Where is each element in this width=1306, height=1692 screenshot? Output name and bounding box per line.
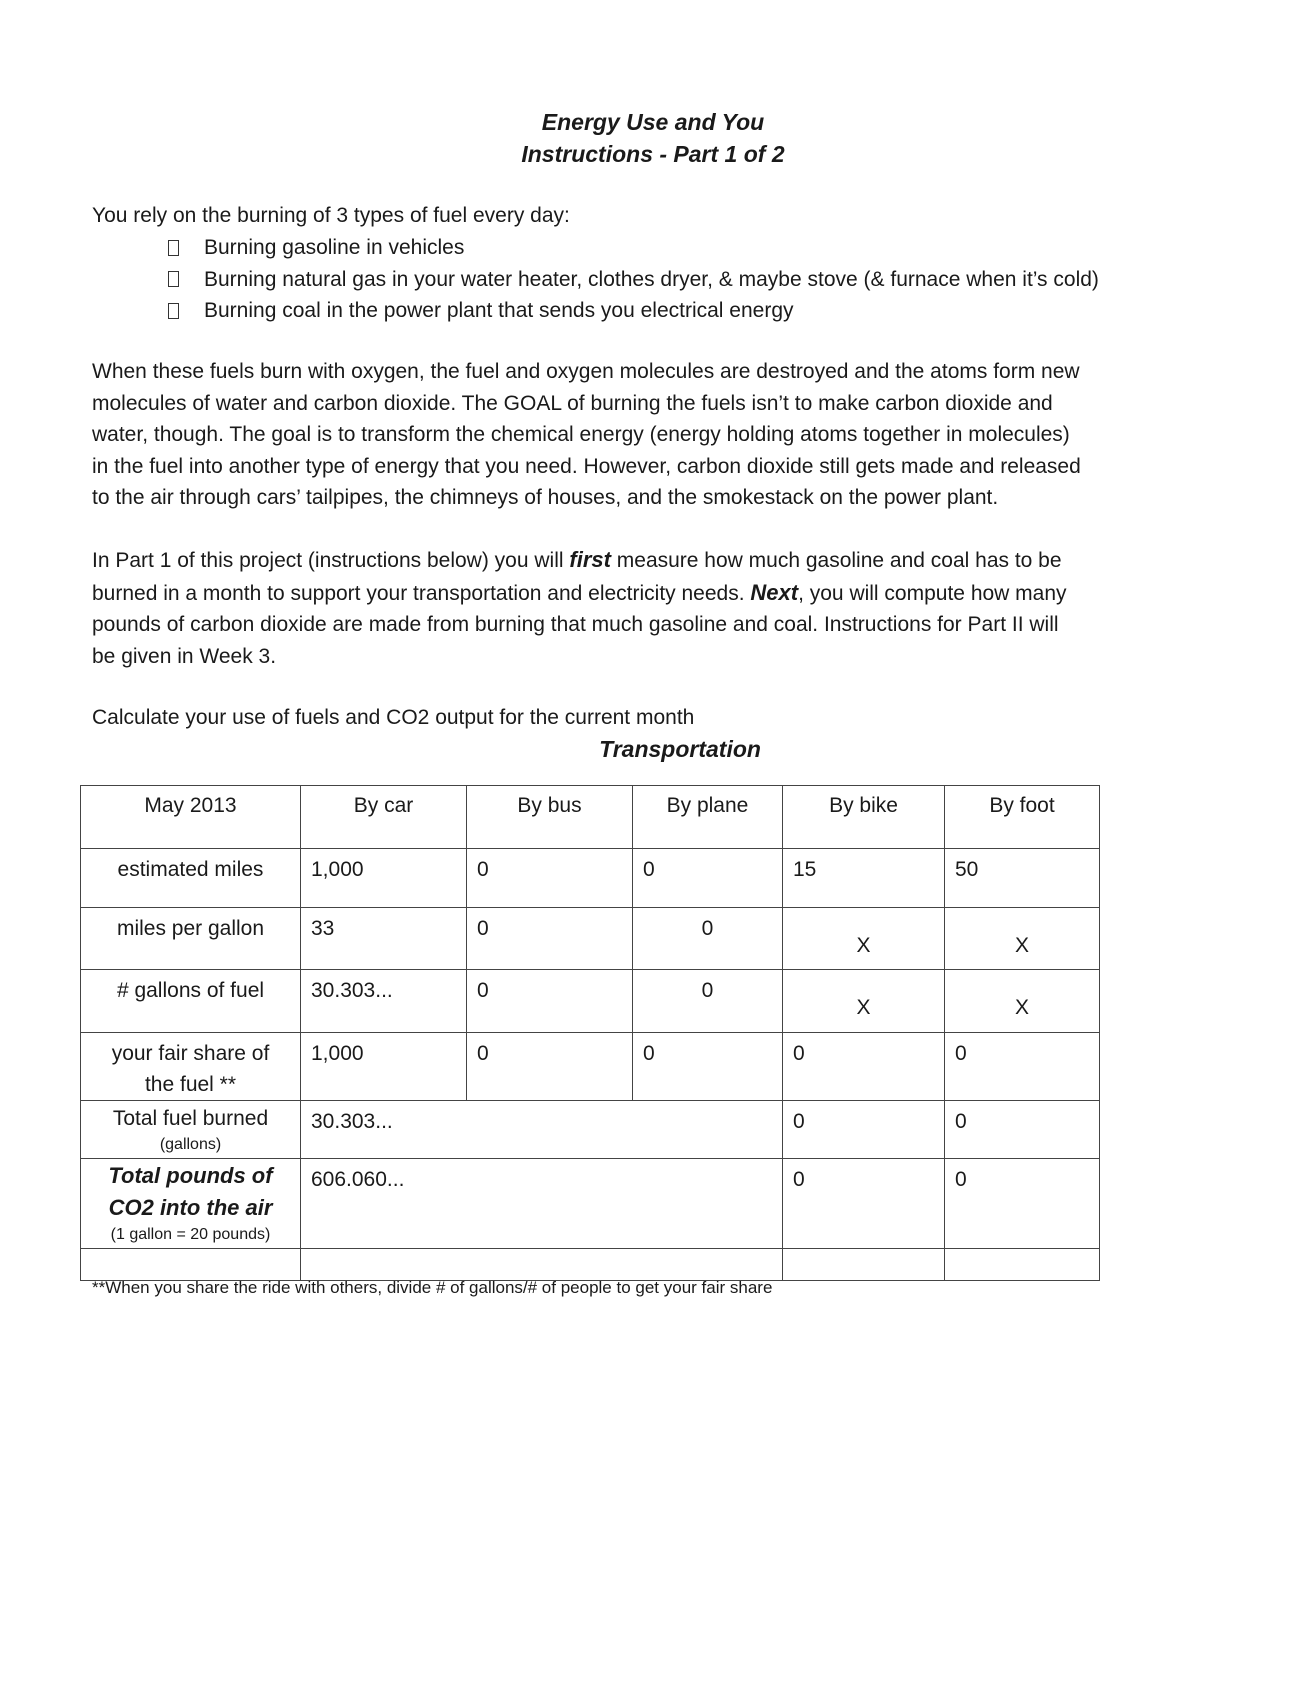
- paragraph-combustion: [92, 356, 1232, 514]
- paragraph-line: molecules of water and carbon dioxide. The GOAL of burning the fuels isn’t to make carbon dioxide and: [92, 391, 1053, 415]
- paragraph-line: water, though. The goal is to transform the chemical energy (energy holding atoms together in molecules): [92, 423, 1070, 446]
- header-cell-text: By bus: [517, 794, 582, 817]
- checkbox-icon: [168, 271, 179, 287]
- paragraph-project-parts: [92, 544, 1232, 672]
- paragraph-line: pounds of carbon dioxide are made from burning that much gasoline and coal. Instructions for Part II will: [92, 613, 1059, 636]
- fuel-list: [168, 232, 1099, 327]
- label-line: Total pounds of: [108, 1163, 273, 1188]
- calc-instruction: Calculate your use of fuels and CO2 output for the current month: [92, 706, 695, 729]
- list-item-text: Burning coal in the power plant that sends you electrical energy: [204, 299, 794, 322]
- na-mark: X: [1014, 996, 1029, 1019]
- cell-value: 0: [793, 1168, 805, 1191]
- table-cell[interactable]: [301, 1159, 783, 1249]
- cell-value: 1,000: [311, 1042, 364, 1065]
- label-sub: (gallons): [159, 1136, 222, 1153]
- emphasis-first: first: [569, 547, 611, 572]
- header-cell-text: May 2013: [144, 794, 237, 817]
- table-cell: [945, 908, 1100, 970]
- row-label-text: [81, 1033, 300, 1100]
- paragraph-line: in the fuel into another type of energy that you need. However, carbon dioxide still gets made and released: [92, 454, 1081, 478]
- document-subtitle: Instructions - Part 1 of 2: [521, 141, 785, 167]
- cell-value: 50: [955, 858, 979, 881]
- paragraph-line: to the air through cars’ tailpipes, the chimneys of houses, and the smokestack on the power plant.: [92, 486, 999, 509]
- cell-value: 0: [477, 858, 489, 881]
- table-row: [81, 908, 1100, 970]
- cell-value: 0: [701, 917, 714, 940]
- row-label-text: [81, 1101, 300, 1156]
- intro-text: You rely on the burning of 3 types of fuel every day:: [92, 204, 570, 227]
- table-cell[interactable]: [633, 1033, 783, 1101]
- table-cell[interactable]: [783, 1033, 945, 1101]
- table-cell: [783, 970, 945, 1033]
- table-row: [81, 970, 1100, 1033]
- table-cell[interactable]: [945, 1101, 1100, 1159]
- list-item: [168, 232, 1099, 264]
- table-header: [301, 786, 467, 849]
- cell-value: 0: [643, 1042, 655, 1065]
- paragraph-line: [92, 577, 1232, 610]
- row-label: [81, 970, 301, 1033]
- text-run: In Part 1 of this project (instructions below) you will: [92, 549, 570, 572]
- table-cell[interactable]: [301, 908, 467, 970]
- cell-value: 0: [701, 979, 714, 1002]
- checkbox-icon: [168, 303, 179, 319]
- table-cell[interactable]: [783, 1249, 945, 1281]
- cell-value: 0: [955, 1168, 967, 1191]
- row-label-text: estimated miles: [117, 858, 264, 881]
- list-item: [168, 295, 1099, 327]
- table-cell[interactable]: [301, 1033, 467, 1101]
- header-cell-text: By bike: [829, 794, 898, 817]
- table-cell[interactable]: [301, 1101, 783, 1159]
- table-footnote: **When you share the ride with others, divide # of gallons/# of people to get your fair share: [92, 1278, 773, 1297]
- row-label: [81, 1101, 301, 1159]
- cell-value: 0: [955, 1110, 967, 1133]
- transportation-table: [80, 785, 1100, 1281]
- cell-value: 1,000: [311, 858, 364, 881]
- table-cell[interactable]: [783, 1159, 945, 1249]
- row-label-text: [81, 1159, 300, 1246]
- cell-value: 0: [477, 979, 489, 1002]
- table-cell: [783, 908, 945, 970]
- row-label: [81, 908, 301, 970]
- row-label-text: miles per gallon: [116, 917, 265, 940]
- list-item-text: Burning gasoline in vehicles: [204, 236, 465, 259]
- cell-value: 0: [793, 1110, 805, 1133]
- text-run: measure how much gasoline and coal has to be: [610, 549, 1062, 572]
- cell-value: 606.060...: [311, 1168, 405, 1191]
- table-cell[interactable]: [633, 908, 783, 970]
- table-cell[interactable]: [783, 1101, 945, 1159]
- cell-value: 33: [311, 917, 335, 940]
- table-header: [783, 786, 945, 849]
- table-cell[interactable]: [633, 849, 783, 908]
- paragraph-line: [92, 544, 1232, 577]
- emphasis-next: Next: [750, 579, 799, 605]
- header-cell-text: By car: [353, 794, 414, 817]
- cell-value: 30.303...: [311, 979, 393, 1002]
- row-label: [81, 849, 301, 908]
- table-row: [81, 1159, 1100, 1249]
- paragraph-line: be given in Week 3.: [92, 644, 277, 668]
- row-label-text: # gallons of fuel: [116, 979, 265, 1002]
- cell-value: 0: [793, 1042, 805, 1065]
- table-row: [81, 1033, 1100, 1101]
- cell-value: 0: [477, 917, 489, 940]
- table-cell[interactable]: [301, 849, 467, 908]
- header-cell-text: By foot: [989, 794, 1055, 817]
- table-cell[interactable]: [633, 970, 783, 1033]
- table-header: [633, 786, 783, 849]
- checkbox-icon: [168, 240, 179, 256]
- header-cell-text: By plane: [666, 794, 749, 817]
- paragraph-line: When these fuels burn with oxygen, the fuel and oxygen molecules are destroyed and the atoms form new: [92, 360, 1080, 383]
- list-item-text: Burning natural gas in your water heater, clothes dryer, & maybe stove (& furnace when it’s cold): [204, 267, 1099, 291]
- table-cell[interactable]: [783, 849, 945, 908]
- text-run: , you will compute how many: [798, 581, 1067, 605]
- table-header: [467, 786, 633, 849]
- label-line: CO2 into the air: [108, 1195, 273, 1220]
- table-cell[interactable]: [945, 1033, 1100, 1101]
- table-cell[interactable]: [467, 849, 633, 908]
- table-cell[interactable]: [945, 1159, 1100, 1249]
- document-title: Energy Use and You: [541, 109, 765, 135]
- table-cell[interactable]: [467, 970, 633, 1033]
- text-run: burned in a month to support your transportation and electricity needs.: [92, 581, 751, 605]
- table-header: [81, 786, 301, 849]
- cell-value: 15: [793, 858, 817, 881]
- label-line: Total fuel burned: [112, 1107, 269, 1130]
- cell-value: 0: [643, 858, 655, 881]
- table-row: [81, 1101, 1100, 1159]
- label-line: your fair share of: [111, 1042, 270, 1065]
- cell-value: 0: [477, 1042, 489, 1065]
- table-cell[interactable]: [467, 908, 633, 970]
- list-item: [168, 264, 1099, 296]
- table-row: [81, 849, 1100, 908]
- na-mark: X: [1014, 934, 1029, 957]
- row-label: [81, 1033, 301, 1101]
- table-header: [945, 786, 1100, 849]
- table-cell[interactable]: [945, 1249, 1100, 1281]
- cell-value: 0: [955, 1042, 967, 1065]
- table-cell: [945, 970, 1100, 1033]
- table-header-row: [81, 786, 1100, 849]
- cell-value: 30.303...: [311, 1110, 393, 1133]
- row-label: [81, 1159, 301, 1249]
- section-title: Transportation: [599, 736, 761, 762]
- na-mark: X: [856, 996, 871, 1019]
- label-sub: (1 gallon = 20 pounds): [110, 1226, 271, 1243]
- table-cell[interactable]: [301, 970, 467, 1033]
- table-cell[interactable]: [945, 849, 1100, 908]
- na-mark: X: [856, 934, 871, 957]
- table-cell[interactable]: [467, 1033, 633, 1101]
- label-line: the fuel **: [144, 1073, 237, 1096]
